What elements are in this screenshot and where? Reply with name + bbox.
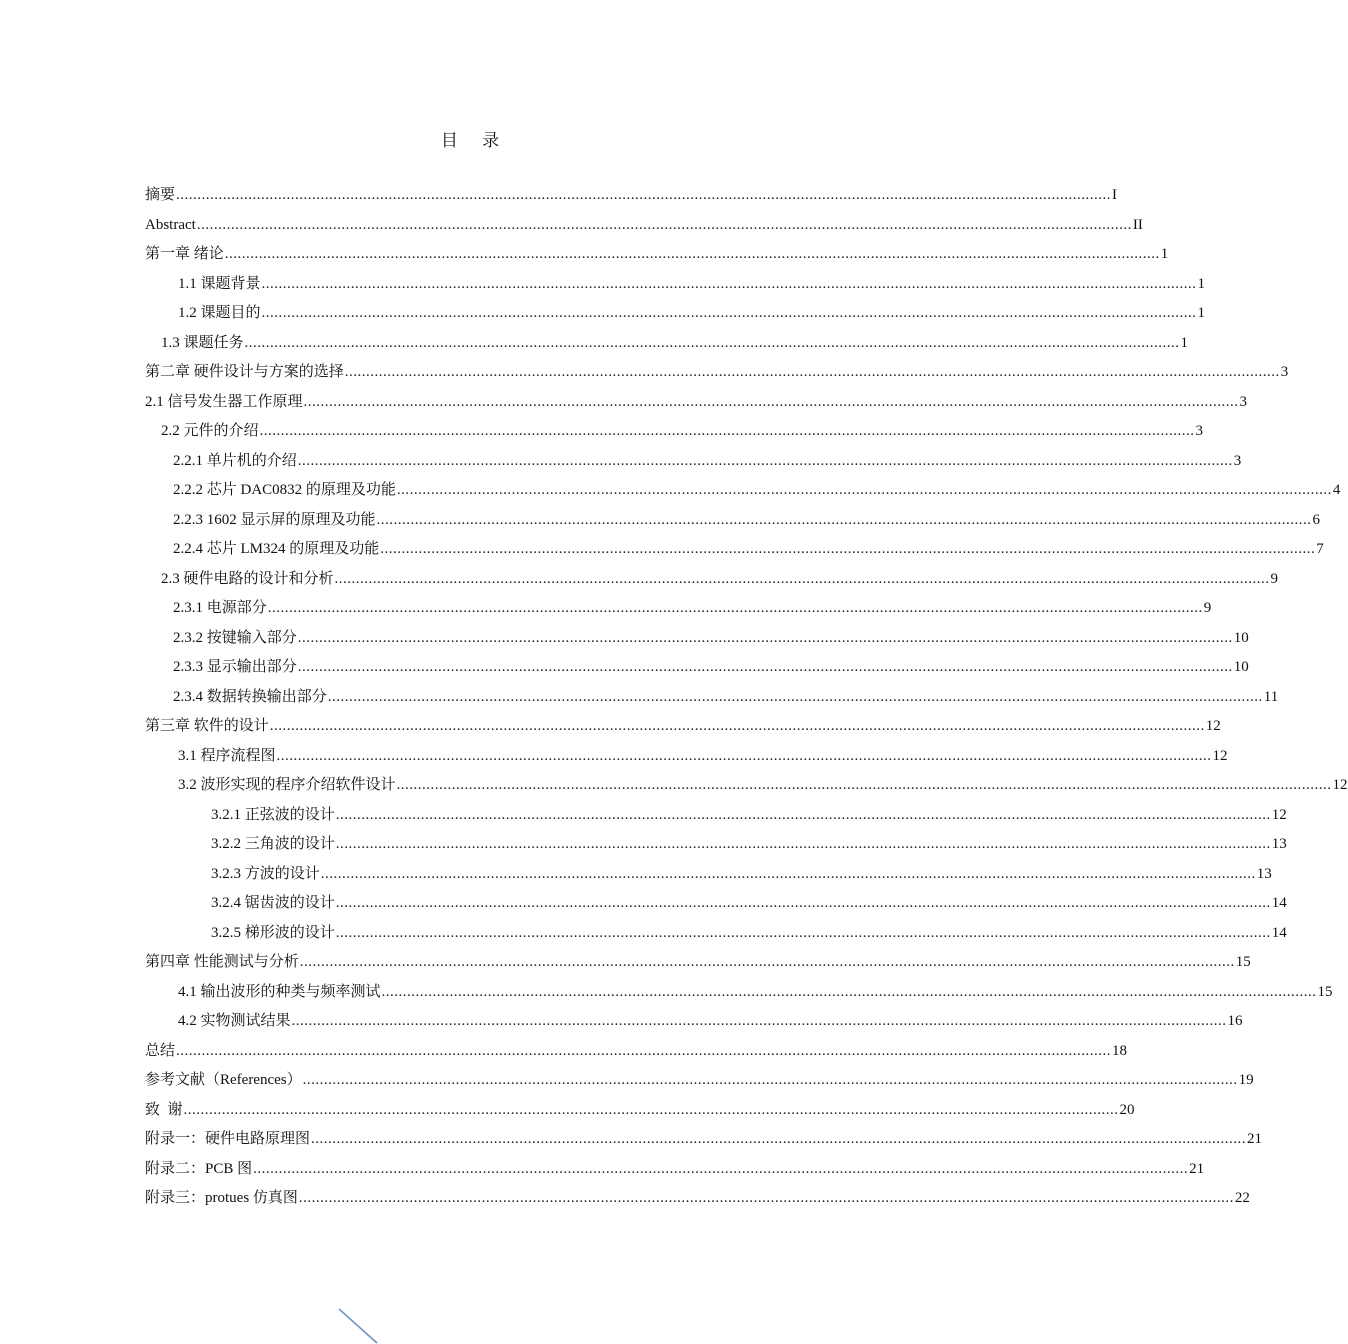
- dot-leader: ............................................................................................................................................................................................................................: [299, 954, 1235, 970]
- dot-leader: ............................................................................................................................................................................................................................: [334, 570, 1270, 587]
- toc-entry-text: 3.2.2 三角波的设计: [211, 836, 335, 852]
- toc-entry-page: I: [1112, 187, 1118, 203]
- toc-entry-text: 2.2.3 1602 显示屏的原理及功能: [173, 511, 376, 528]
- toc-entry-text: 2.3.2 按键输入部分: [173, 629, 297, 646]
- toc-entry[interactable]: [145, 1066, 1254, 1096]
- toc-entry-page: 18: [1112, 1042, 1128, 1059]
- toc-entry[interactable]: [145, 1037, 1128, 1067]
- dot-leader: ............................................................................................................................................................................................................................: [297, 659, 1233, 675]
- toc-entry[interactable]: [145, 181, 1118, 211]
- toc-entry[interactable]: [145, 211, 1143, 241]
- toc-entry-page: 12: [1212, 747, 1228, 764]
- toc-entry-page: 22: [1234, 1190, 1250, 1206]
- dot-leader: ............................................................................................................................................................................................................................: [297, 629, 1233, 646]
- dot-leader: ............................................................................................................................................................................................................................: [176, 187, 1112, 203]
- toc-entry[interactable]: [145, 712, 1221, 742]
- toc-entry[interactable]: [211, 889, 1287, 919]
- toc-entry-page: 12: [1271, 806, 1287, 823]
- toc-entry-text: 2.3.4 数据转换输出部分: [173, 688, 327, 705]
- decorative-stroke-line: [339, 1309, 377, 1343]
- toc-entry-text: 4.2 实物测试结果: [178, 1013, 291, 1029]
- toc-entry-text: 摘要: [145, 187, 176, 203]
- toc-entry-text: 2.2.4 芯片 LM324 的原理及功能: [173, 541, 380, 557]
- toc-entry-page: 16: [1227, 1013, 1243, 1029]
- dot-leader: ............................................................................................................................................................................................................................: [176, 1042, 1112, 1059]
- toc-entry-page: 3: [1195, 423, 1204, 439]
- toc-entry-page: 21: [1247, 1131, 1263, 1147]
- toc-entry-text: 2.3.1 电源部分: [173, 600, 267, 616]
- toc-entry-text: 3.2.3 方波的设计: [211, 865, 320, 882]
- toc-title: 目 录: [440, 131, 510, 150]
- toc-entry-text: 3.2.5 梯形波的设计: [211, 924, 335, 941]
- toc-entry-page: 9: [1270, 570, 1279, 587]
- toc-entry-page: 10: [1233, 659, 1249, 675]
- dot-leader: ............................................................................................................................................................................................................................: [298, 1190, 1234, 1206]
- dot-leader: ............................................................................................................................................................................................................................: [183, 1101, 1119, 1118]
- toc-entry[interactable]: [173, 653, 1249, 683]
- toc-entry-text: 3.1 程序流程图: [178, 747, 276, 764]
- toc-entry[interactable]: [211, 801, 1287, 831]
- toc-entry-text: 2.2.1 单片机的介绍: [173, 452, 297, 469]
- toc-entry-page: 12: [1332, 777, 1348, 793]
- dot-leader: ............................................................................................................................................................................................................................: [320, 865, 1256, 882]
- toc-entry-text: 2.3 硬件电路的设计和分析: [161, 570, 334, 587]
- dot-leader: ............................................................................................................................................................................................................................: [381, 983, 1317, 1000]
- decorative-stroke: [338, 1308, 380, 1344]
- dot-leader: ............................................................................................................................................................................................................................: [261, 305, 1197, 321]
- toc-entry-page: 9: [1203, 600, 1212, 616]
- toc-entry-page: 15: [1235, 954, 1251, 970]
- toc-entry-page: 20: [1119, 1101, 1135, 1118]
- dot-leader: ............................................................................................................................................................................................................................: [327, 688, 1263, 705]
- toc-entry-text: 总结: [145, 1042, 176, 1059]
- toc-entry[interactable]: [145, 1096, 1135, 1126]
- dot-leader: ............................................................................................................................................................................................................................: [244, 334, 1180, 351]
- toc-entry-page: 3: [1239, 393, 1248, 410]
- toc-entry-text: 3.2.4 锯齿波的设计: [211, 895, 335, 911]
- toc-entry[interactable]: [173, 476, 1341, 506]
- toc-entry[interactable]: [211, 919, 1287, 949]
- toc-entry-text: 第四章 性能测试与分析: [145, 954, 299, 970]
- toc-entry[interactable]: [145, 1184, 1250, 1214]
- dot-leader: ............................................................................................................................................................................................................................: [269, 718, 1205, 734]
- dot-leader: ............................................................................................................................................................................................................................: [335, 806, 1271, 823]
- toc-entry[interactable]: [161, 565, 1279, 595]
- toc-entry[interactable]: [145, 358, 1289, 388]
- toc-entry-text: 2.1 信号发生器工作原理: [145, 393, 303, 410]
- toc-entry-page: 13: [1271, 836, 1287, 852]
- toc-entry-text: 第二章 硬件设计与方案的选择: [145, 364, 344, 380]
- toc-entry-page: II: [1132, 216, 1143, 233]
- dot-leader: ............................................................................................................................................................................................................................: [396, 482, 1332, 498]
- toc-entry-text: 1.1 课题背景: [178, 275, 261, 292]
- dot-leader: ............................................................................................................................................................................................................................: [335, 924, 1271, 941]
- dot-leader: ............................................................................................................................................................................................................................: [303, 393, 1239, 410]
- toc-entry-text: 1.2 课题目的: [178, 305, 261, 321]
- toc-entry-page: 1: [1197, 275, 1206, 292]
- toc-entry-text: 第三章 软件的设计: [145, 718, 269, 734]
- toc-entry[interactable]: [178, 270, 1206, 300]
- toc-entry-text: 4.1 输出波形的种类与频率测试: [178, 983, 381, 1000]
- dot-leader: ............................................................................................................................................................................................................................: [261, 275, 1197, 292]
- toc-entry-page: 13: [1256, 865, 1272, 882]
- dot-leader: ............................................................................................................................................................................................................................: [344, 364, 1280, 380]
- toc-entry[interactable]: [145, 240, 1169, 270]
- toc-entry-text: 附录三：protues 仿真图: [145, 1190, 298, 1206]
- toc-entry[interactable]: [211, 860, 1272, 890]
- dot-leader: ............................................................................................................................................................................................................................: [267, 600, 1203, 616]
- toc-entry[interactable]: [145, 1155, 1205, 1185]
- toc-entry-page: 21: [1189, 1160, 1205, 1177]
- toc-entry-page: 14: [1271, 924, 1287, 941]
- toc-entry-page: 3: [1280, 364, 1289, 380]
- dot-leader: ............................................................................................................................................................................................................................: [259, 423, 1195, 439]
- toc-entry[interactable]: [145, 948, 1251, 978]
- toc-entry-page: 19: [1238, 1072, 1254, 1088]
- toc-entry-page: 15: [1317, 983, 1333, 1000]
- toc-entry-page: 6: [1312, 511, 1321, 528]
- toc-entry[interactable]: [178, 299, 1206, 329]
- dot-leader: ............................................................................................................................................................................................................................: [276, 747, 1212, 764]
- toc-entry[interactable]: [173, 535, 1324, 565]
- toc-entry[interactable]: [161, 329, 1189, 359]
- toc-entry-text: 致 谢: [145, 1101, 183, 1118]
- toc-entry[interactable]: [145, 388, 1248, 418]
- toc-entry[interactable]: [173, 447, 1242, 477]
- dot-leader: ............................................................................................................................................................................................................................: [380, 541, 1316, 557]
- toc-entry[interactable]: [173, 624, 1249, 654]
- toc-entry-page: 14: [1271, 895, 1287, 911]
- toc-entry-text: Abstract: [145, 216, 196, 233]
- toc-entry[interactable]: [178, 1007, 1243, 1037]
- dot-leader: ............................................................................................................................................................................................................................: [335, 895, 1271, 911]
- toc-entry-text: 3.2.1 正弦波的设计: [211, 806, 335, 823]
- toc-entry[interactable]: [178, 742, 1228, 772]
- toc-entry-page: 1: [1160, 246, 1169, 262]
- dot-leader: ............................................................................................................................................................................................................................: [302, 1072, 1238, 1088]
- toc-entry-text: 2.2 元件的介绍: [161, 423, 259, 439]
- toc-entry-page: 1: [1197, 305, 1206, 321]
- toc-entry-text: 2.2.2 芯片 DAC0832 的原理及功能: [173, 482, 396, 498]
- dot-leader: ............................................................................................................................................................................................................................: [311, 1131, 1247, 1147]
- dot-leader: ............................................................................................................................................................................................................................: [291, 1013, 1227, 1029]
- toc-entry[interactable]: [173, 683, 1279, 713]
- toc-entry[interactable]: [161, 417, 1204, 447]
- toc-entry[interactable]: [178, 978, 1333, 1008]
- dot-leader: ............................................................................................................................................................................................................................: [224, 246, 1160, 262]
- dot-leader: ............................................................................................................................................................................................................................: [196, 216, 1132, 233]
- toc-entry[interactable]: [173, 506, 1321, 536]
- toc-entry[interactable]: [211, 830, 1287, 860]
- toc-entry-text: 参考文献（References）: [145, 1072, 302, 1088]
- dot-leader: ............................................................................................................................................................................................................................: [396, 777, 1332, 793]
- toc-entry-page: 3: [1233, 452, 1242, 469]
- dot-leader: ............................................................................................................................................................................................................................: [376, 511, 1312, 528]
- toc-entry-page: 4: [1332, 482, 1341, 498]
- dot-leader: ............................................................................................................................................................................................................................: [335, 836, 1271, 852]
- toc-entry-page: 12: [1205, 718, 1221, 734]
- toc-entry-text: 附录一：硬件电路原理图: [145, 1131, 311, 1147]
- toc-entry-text: 2.3.3 显示输出部分: [173, 659, 297, 675]
- toc-entry-page: 7: [1316, 541, 1324, 557]
- toc-entry-page: 10: [1233, 629, 1249, 646]
- toc-entry-text: 附录二：PCB 图: [145, 1160, 253, 1177]
- dot-leader: ............................................................................................................................................................................................................................: [253, 1160, 1189, 1177]
- toc-entry-text: 第一章 绪论: [145, 246, 224, 262]
- toc-entry[interactable]: [173, 594, 1212, 624]
- toc-entry-page: 1: [1180, 334, 1189, 351]
- toc-entry-page: 11: [1263, 688, 1279, 705]
- toc-entry[interactable]: [178, 771, 1348, 801]
- toc-entry-text: 1.3 课题任务: [161, 334, 244, 351]
- toc-entry[interactable]: [145, 1125, 1263, 1155]
- dot-leader: ............................................................................................................................................................................................................................: [297, 452, 1233, 469]
- toc-entry-text: 3.2 波形实现的程序介绍软件设计: [178, 777, 396, 793]
